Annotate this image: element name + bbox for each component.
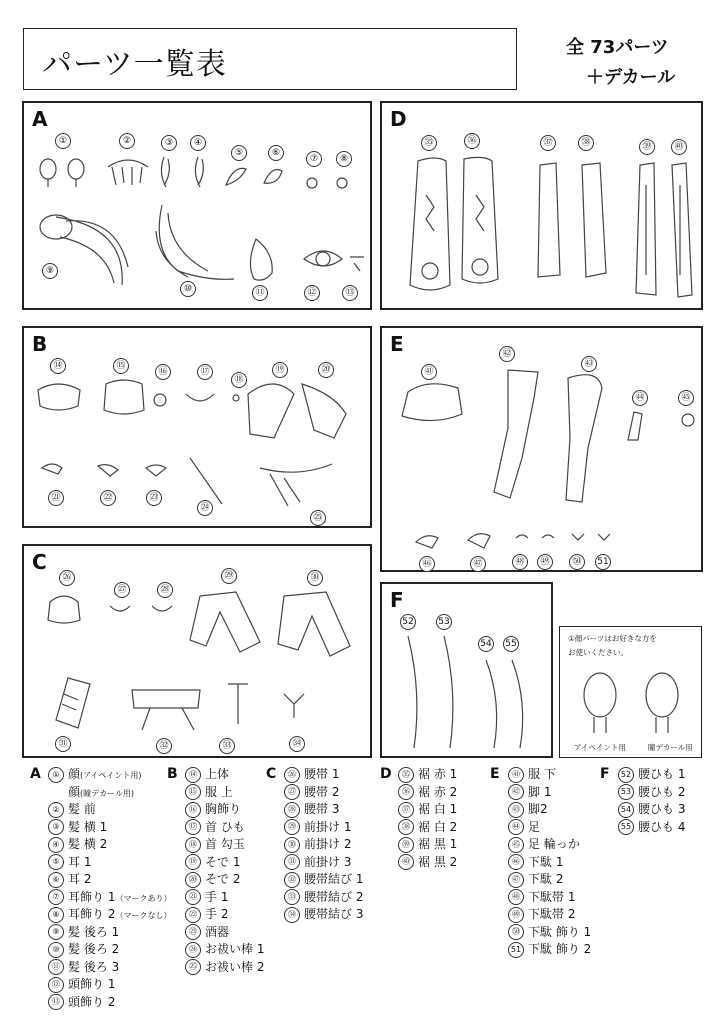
back-hair-3-illustration [244,233,364,285]
legend-item [618,766,685,784]
legend-item-name: 髪 後ろ 2 [68,942,120,956]
part-number: ⑭ [50,358,66,374]
legend-item-name: 顔 [68,784,81,799]
legend-letter: B [167,766,178,782]
part-number: ⑥ [268,145,284,161]
total-decal: ＋デカール [586,67,676,88]
legend-item [398,766,457,784]
total-count: 全 73パーツ [566,37,669,58]
legend-item-name: 耳 1 [68,854,92,869]
part-number: ⑩ [180,281,196,297]
legend-item [284,836,363,854]
part-number: ② [119,133,135,149]
legend-item-name: 髪 後ろ 3 [68,959,120,974]
legend-item-name: 裾 白 2 [418,819,458,834]
legend-item-name: 腰帯結び 1 [304,872,364,886]
legend-item [48,801,171,819]
panel-letter: A [32,107,48,131]
part-number: ㊴ [639,139,655,155]
legend-item [185,889,264,907]
legend-item-name: 上体 [205,767,230,781]
legend-item [508,801,591,819]
legend-item [185,959,264,977]
part-number: ㉔ [197,500,213,516]
part-number: ㊳ [578,135,594,151]
legend-item-number: ⑮ [185,784,201,800]
part-number: ㊻ [419,556,435,572]
legend-item-name: 下駄帯 2 [528,907,576,921]
part-number: ⑮ [113,358,129,374]
legend-item-number: 55 [618,819,634,835]
legend-item [48,924,171,942]
legend-item-name: 髪 横 1 [68,819,108,834]
legend-item-number: ㉔ [185,942,201,958]
legend-item-name: 下駄 飾り 1 [528,924,592,939]
panel-e [380,326,703,572]
legend-item-number: ㊿ [508,924,524,940]
note-line-1: ①顔パーツはお好きな方を [568,634,657,643]
legend-list-d [398,766,457,871]
waist-cords-illustration [402,632,542,752]
legend-item-number: 52 [618,767,634,783]
part-number: ⑱ [231,372,247,388]
part-number: ㉝ [219,738,235,754]
legend-item-name: 手 1 [205,889,229,904]
legend-item-name: 腰帯結び 3 [304,907,364,921]
back-hair-1-illustration [36,207,136,287]
legend-item [508,766,591,784]
part-number: 53 [436,614,452,630]
legend-item-number: ② [48,802,64,818]
legend-item-name: 耳飾り 1 [68,889,116,904]
legend-item-number: ㊴ [398,837,414,853]
legend-item-number: ㉙ [284,819,300,835]
part-number: ⑪ [252,285,268,301]
legend-item [185,784,264,802]
part-number: ㊼ [470,556,486,572]
legend-item [48,871,171,889]
legend-item [398,784,457,802]
legend-item-note: （マークあり） [115,893,172,903]
legend-item-name: 下駄 2 [528,872,564,886]
legend-item [48,854,171,872]
legend-item [48,941,171,959]
legend-item-name: 足 輪っか [528,837,580,851]
legend-item-note: (瞳デカール用) [80,788,134,798]
part-number: 51 [595,554,611,570]
legend-item-name: 下駄 1 [528,854,564,869]
legend-item-number: ㉕ [185,959,201,975]
legend-item-number: ㊵ [398,854,414,870]
legend-item [398,801,457,819]
legend-item-name: 裾 赤 2 [418,784,458,799]
legend-item-number: ⑧ [48,907,64,923]
legend-item [398,836,457,854]
part-number: ㊱ [464,133,480,149]
legend-item-number: ㉝ [284,889,300,905]
legend-item-number: ㊾ [508,907,524,923]
legend-item-name: 裾 黒 1 [418,837,458,851]
note-line-2: お使いください。 [568,648,628,657]
legend-item-number: ⑭ [185,767,201,783]
legend-item-name: 服 下 [528,767,556,781]
legend-item-name: 裾 白 1 [418,802,458,816]
legend-item [508,871,591,889]
legend-item-name: 裾 黒 2 [418,854,458,869]
legend-item-name: お祓い棒 1 [205,942,265,956]
legend-item-number: ㊺ [508,837,524,853]
face-heads-illustration [580,667,690,737]
legend-item [185,766,264,784]
legend-item-number: ⑤ [48,854,64,870]
legend-item [48,889,171,907]
legend-item-name: 耳 2 [68,872,92,886]
legend-letter: E [490,766,500,782]
legend-item-number: ⑳ [185,872,201,888]
legend-item [185,924,264,942]
legend-item [185,854,264,872]
part-number: ⑬ [342,285,358,301]
part-number: ⑯ [155,364,171,380]
legend-item-number: ⑱ [185,837,201,853]
legend-letter: F [600,766,610,782]
page-title: パーツ一覧表 [42,47,227,82]
part-number: 54 [478,636,494,652]
legend-item-number: 51 [508,942,524,958]
legend-item [284,801,363,819]
part-number: ㉒ [100,490,116,506]
part-number: ㊶ [421,364,437,380]
legend-item-name: 酒器 [205,924,230,939]
legend-item [508,836,591,854]
legend-item [284,889,363,907]
legend-item [618,819,685,837]
legend-item-name: お祓い棒 2 [205,959,265,974]
legend-item-number: ⑪ [48,959,64,975]
legend-item-name: 首 勾玉 [205,837,245,851]
legend-item [284,819,363,837]
legend-item-name: 手 2 [205,907,229,921]
legend-item [185,906,264,924]
legend-item [48,836,171,854]
legend-item-number: ⑩ [48,942,64,958]
legend-item-number: ㉟ [398,767,414,783]
legend-item-number: ㊽ [508,889,524,905]
legend-item-number: ⑫ [48,977,64,993]
part-number: ㉑ [48,490,64,506]
legend-item-number: ⑰ [185,819,201,835]
legend-item [185,819,264,837]
legend-item [508,924,591,942]
panel-letter: C [32,550,47,574]
legend-item [48,784,171,802]
legend-item-name: 髪 後ろ 1 [68,924,120,939]
legend-item-number: ㉘ [284,802,300,818]
legend-item-name: 足 [528,819,541,834]
legend-item [185,941,264,959]
part-number: ㉛ [55,736,71,752]
legend-item-number: ㉒ [185,907,201,923]
legend-item-number: ㊸ [508,802,524,818]
legend-item-number: ㊼ [508,872,524,888]
legend-item-name: 腰ひも 3 [638,802,686,816]
part-number: ⑫ [304,285,320,301]
legend-item-number: ㉖ [284,767,300,783]
legend-item [508,784,591,802]
legend-letter: C [266,766,277,782]
legend-item-number: ㉗ [284,784,300,800]
legend-item [508,819,591,837]
legend-item [48,766,171,784]
legend-list-e [508,766,591,959]
waist-apron-illustration [40,586,360,666]
panel-f [380,582,553,758]
hands-and-props-illustration [38,454,358,514]
legend-item [185,836,264,854]
legend-item-name: 頭飾り 1 [68,977,116,991]
legend-item-number: ⑥ [48,872,64,888]
part-number: ㉕ [310,510,326,526]
parts-total [566,33,675,93]
legend-item-number: ㊻ [508,854,524,870]
legend-item [508,889,591,907]
legend-list-b [185,766,264,976]
legend-item [48,994,171,1012]
legend-list-f [618,766,685,836]
part-number: ㊵ [671,139,687,155]
legend-letter: A [30,766,41,782]
legend-item-number: ㉞ [284,907,300,923]
ear-illustration [224,163,294,193]
part-number: ㉖ [59,570,75,586]
part-number: ⑦ [306,151,322,167]
skirt-panels-illustration [396,155,696,305]
part-number: ① [55,133,71,149]
note-caption-eye-paint: アイペイント用 [574,743,626,752]
legend-item-number: ⑯ [185,802,201,818]
legend-item [284,766,363,784]
panel-a [22,101,372,310]
part-number: ㊽ [512,554,528,570]
part-number: ⑰ [197,364,213,380]
part-number: ⑧ [336,151,352,167]
legend-item-number: 54 [618,802,634,818]
part-number: ⑨ [42,263,58,279]
side-hair-illustration [154,155,214,190]
front-hair-illustration [106,157,151,187]
legend-item-name: 腰ひも 1 [638,767,686,781]
part-number: ㉘ [157,582,173,598]
legend-item [508,854,591,872]
part-number: ㊿ [569,554,585,570]
legend-item-number: ㊹ [508,819,524,835]
panel-letter: F [390,588,404,612]
note-caption-eye-decal: 瞳デカール用 [648,743,693,752]
legend-item-number: ㊶ [508,767,524,783]
legend-item-number: ⑨ [48,924,64,940]
legend-item-number: ㉑ [185,889,201,905]
legend-item-number: ⑲ [185,854,201,870]
part-number: ㉗ [114,582,130,598]
legend-list-c [284,766,363,924]
legend-item-name: 腰帯 1 [304,767,340,781]
panel-letter: B [32,332,48,356]
face-choice-note [559,626,702,758]
legend-item-name: 前掛け 3 [304,854,352,869]
part-number: ㉙ [221,568,237,584]
legend-item-name: 腰帯結び 2 [304,889,364,904]
geta-illustration [412,526,612,552]
legend-item [185,871,264,889]
legend-item-number: 53 [618,784,634,800]
legend-item [48,819,171,837]
part-number: ㉜ [156,738,172,754]
legend-item-name: 脚 1 [528,784,552,799]
legend-item-name: 裾 赤 1 [418,767,458,781]
legend-item-name: 服 上 [205,784,233,799]
legend-item-number: ③ [48,819,64,835]
legend-item [508,906,591,924]
legend-item [398,819,457,837]
legend-item-name: 腰帯 3 [304,802,340,816]
back-hair-2-illustration [148,201,238,283]
legend-item-number: ㊲ [398,802,414,818]
legend-item-name: そで 1 [205,854,241,869]
legend-item-name: 腰ひも 2 [638,784,686,799]
part-number: ㉚ [307,570,323,586]
part-number: ⑤ [231,145,247,161]
legs-and-skirt-illustration [398,368,698,508]
body-parts-illustration [34,374,364,444]
legend-item [185,801,264,819]
face-part-illustration [38,153,88,193]
part-number: 52 [400,614,416,630]
legend-item-number: ㉓ [185,924,201,940]
legend-item-name: 腰帯 2 [304,784,340,799]
legend-item-number: ㉚ [284,837,300,853]
part-number: ㊺ [678,390,694,406]
legend-item-name: 胸飾り [205,802,242,816]
legend-item [508,941,591,959]
waist-knot-illustration [54,674,344,734]
legend-item-note: (アイペイント用) [80,771,142,780]
legend-item-name: 下駄 飾り 2 [528,942,592,956]
part-number: ⑲ [272,362,288,378]
legend-item-name: 下駄帯 1 [528,889,576,904]
legend-item-number: ㊱ [398,784,414,800]
panel-letter: E [390,332,404,356]
legend-item-name: そで 2 [205,872,241,886]
legend-item-number [48,784,64,800]
legend-item [618,801,685,819]
part-number: ⑳ [318,362,334,378]
legend-item-number: ⑦ [48,889,64,905]
legend-item [48,959,171,977]
panel-c [22,544,372,758]
legend-item-number: ⑬ [48,994,64,1010]
legend-list-a [48,766,171,1011]
part-number: ㉟ [421,135,437,151]
part-number: ㊷ [499,346,515,362]
legend-item-name: 腰ひも 4 [638,819,686,834]
legend-item-note: （マークなし） [115,911,172,920]
part-number: ㊹ [632,390,648,406]
legend-item-name: 頭飾り 2 [68,994,116,1009]
legend-item [48,906,171,924]
legend-item [48,976,171,994]
legend-item-name: 前掛け 1 [304,819,352,834]
part-number: ㊾ [537,554,553,570]
legend-item-name: 髪 前 [68,802,96,816]
legend-item-number: ㊷ [508,784,524,800]
legend-item [618,784,685,802]
legend-item-name: 耳飾り 2 [68,907,116,921]
part-number: ③ [161,135,177,151]
panel-letter: D [390,107,407,131]
legend-item-number: ㉛ [284,854,300,870]
part-number: ㉓ [146,490,162,506]
legend-item-number: ㊳ [398,819,414,835]
legend-item [284,784,363,802]
legend-item-name: 顔 [68,767,81,781]
part-number: ㉞ [289,736,305,752]
legend-item [284,906,363,924]
legend-item-number: ① [48,767,64,783]
ear-ornament-illustration [302,175,352,195]
part-number: ④ [190,135,206,151]
part-number: ㊸ [581,356,597,372]
legend-item [284,854,363,872]
legend-item [284,871,363,889]
panel-d [380,101,703,310]
part-number: 55 [503,636,519,652]
legend-item [398,854,457,872]
panel-b [22,326,372,528]
legend-item-name: 前掛け 2 [304,837,352,851]
part-number: ㊲ [540,135,556,151]
legend-item-name: 脚2 [528,802,548,816]
legend-letter: D [380,766,392,782]
legend-item-name: 髪 横 2 [68,837,108,851]
legend-item-name: 首 ひも [205,819,245,834]
legend-item-number: ㉜ [284,872,300,888]
legend-item-number: ④ [48,837,64,853]
title-box [23,28,517,90]
